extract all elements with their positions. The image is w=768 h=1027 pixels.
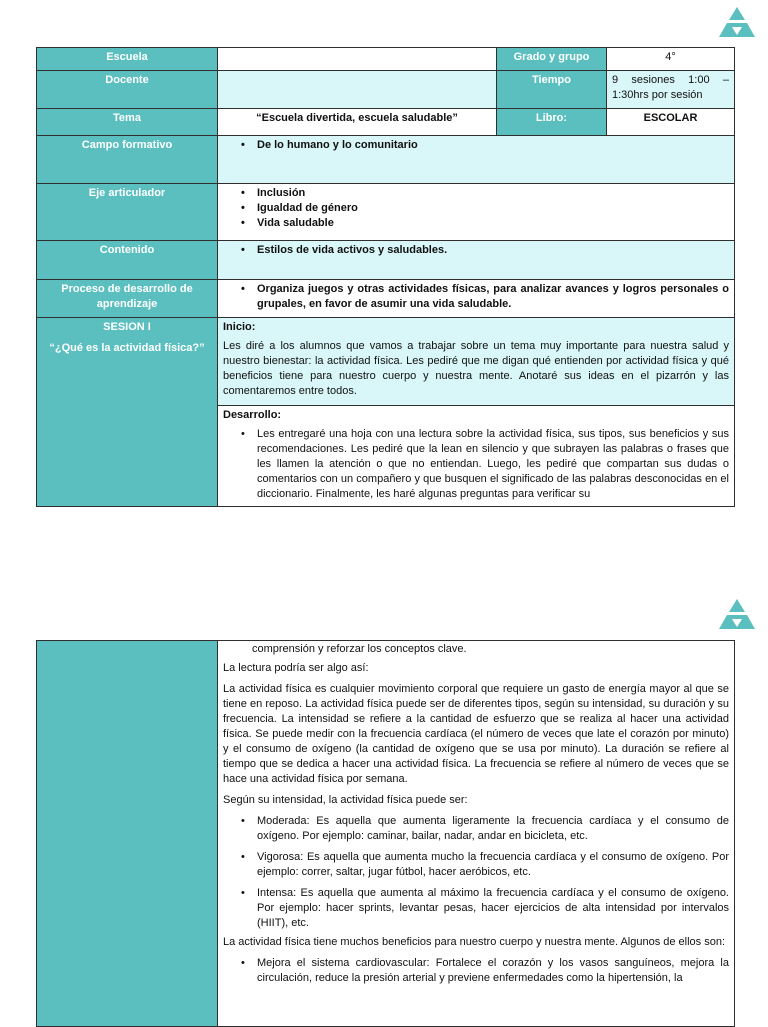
continuation-line: comprensión y reforzar los conceptos clave. [252, 643, 467, 655]
list-item: • Moderada: Es aquella que aumenta ligeramente la frecuencia cardíaca y el consumo de oxígeno. Por ejemplo: caminar, bailar, nadar, andar en bicicleta, etc. [257, 814, 729, 844]
sesion-content [218, 318, 735, 507]
list-item: • Intensa: Es aquella que aumenta al máximo la frecuencia cardíaca y el consumo de oxígeno. Por ejemplo: hacer sprints, levantar pesas, hacer ejercicios de alta intensidad por intervalos (HIIT), etc. [257, 886, 729, 931]
inicio-heading: Inicio: [223, 321, 256, 333]
lesson-plan-table [36, 47, 735, 507]
empty-label-cell [37, 641, 218, 1027]
continued-text [223, 642, 729, 1024]
campo-formativo-label: Campo formativo [37, 136, 218, 184]
list-item: • Mejora el sistema cardiovascular: Fortalece el corazón y los vasos sanguíneos, mejora la circulación, reduce la presión arterial y previene enfermedades como la hipertensión, la [257, 956, 729, 986]
grado-value: 4° [607, 48, 735, 71]
teal-triangle-logo-icon [718, 6, 756, 40]
list-item: • Organiza juegos y otras actividades físicas, para analizar avances y logros personales o grupales, en favor de asumir una vida saludable. [257, 282, 729, 312]
contenido-label: Contenido [37, 241, 218, 280]
desarrollo-heading: Desarrollo: [223, 409, 282, 421]
libro-label: Libro: [497, 109, 607, 136]
eje-articulador-value [218, 184, 735, 241]
eje-articulador-label: Eje articulador [37, 184, 218, 241]
inicio-text: Les diré a los alumnos que vamos a trabajar sobre un tema muy importante para nuestra salud y nuestro bienestar: la actividad física. Les pediré que me digan qué entienden por actividad física y qué beneficios tiene para nuestro cuerpo y nuestra mente. Anotaré sus ideas en el pizarrón y las comentaremos entre todos. [223, 340, 729, 397]
beneficios-intro: La actividad física tiene muchos beneficios para nuestro cuerpo y nuestra mente. Algunos de ellos son: [223, 936, 726, 948]
grado-label: Grado y grupo [497, 48, 607, 71]
sesion-title: “¿Qué es la actividad física?” [49, 342, 205, 354]
list-item: • Estilos de vida activos y saludables. [257, 243, 729, 258]
list-item: • Inclusión [257, 186, 729, 201]
tema-label: Tema [37, 109, 218, 136]
teal-triangle-logo-icon [718, 598, 756, 632]
document-page-2 [0, 590, 768, 1024]
sesion-label: SESION I [103, 321, 151, 333]
docente-value [218, 71, 497, 109]
intensidad-intro: Según su intensidad, la actividad física puede ser: [223, 794, 468, 806]
libro-value: ESCOLAR [607, 109, 735, 136]
list-item: • Vigorosa: Es aquella que aumenta mucho la frecuencia cardíaca y el consumo de oxígeno. Por ejemplo: correr, saltar, jugar fútbol, hacer aeróbicos, etc. [257, 850, 729, 880]
page-gap [0, 540, 768, 590]
list-item: • Igualdad de género [257, 201, 729, 216]
lectura-intro: La lectura podría ser algo así: [223, 662, 369, 674]
escuela-value [218, 48, 497, 71]
tema-value: “Escuela divertida, escuela saludable” [218, 109, 497, 136]
list-item: • Les entregaré una hoja con una lectura sobre la actividad física, sus tipos, sus beneficios y sus recomendaciones. Les pediré que la lean en silencio y que subrayen las palabras o frases que les llamen la atención o que no entiendan. Luego, les pediré que compartan sus dudas o comentarios con un compañero y que busquen el significado de las palabras desconocidas en el diccionario. Finalmente, les haré algunas preguntas para verificar su [257, 427, 729, 502]
lesson-plan-table-continued [36, 640, 735, 1027]
proceso-label: Proceso de desarrollo de aprendizaje [37, 280, 218, 318]
desarrollo-section [218, 406, 734, 506]
escuela-label: Escuela [37, 48, 218, 71]
sesion-label-cell [37, 318, 218, 507]
proceso-value [218, 280, 735, 318]
continued-content [218, 641, 735, 1027]
lectura-text: La actividad física es cualquier movimiento corporal que requiere un gasto de energía mayor al que se tiene en reposo. La actividad física puede ser de diferentes tipos, según su intensidad, su duración y su frecuencia. La intensidad se refiere a la cantidad de esfuerzo que se realiza al hacer una actividad física. Se puede medir con la frecuencia cardíaca (el número de veces que late el corazón por minuto) y el consumo de oxígeno (la cantidad de oxígeno que se usa por minuto). La duración se refiere al tiempo que se dedica a hacer una actividad física. La frecuencia se refiere al número de veces que se hace una actividad física por semana. [223, 683, 729, 785]
tiempo-value: 9 sesiones 1:00 – 1:30hrs por sesión [607, 71, 735, 109]
docente-label: Docente [37, 71, 218, 109]
tiempo-label: Tiempo [497, 71, 607, 109]
campo-formativo-value [218, 136, 735, 184]
list-item: • Vida saludable [257, 216, 729, 231]
list-item: • De lo humano y lo comunitario [257, 138, 729, 153]
contenido-value [218, 241, 735, 280]
